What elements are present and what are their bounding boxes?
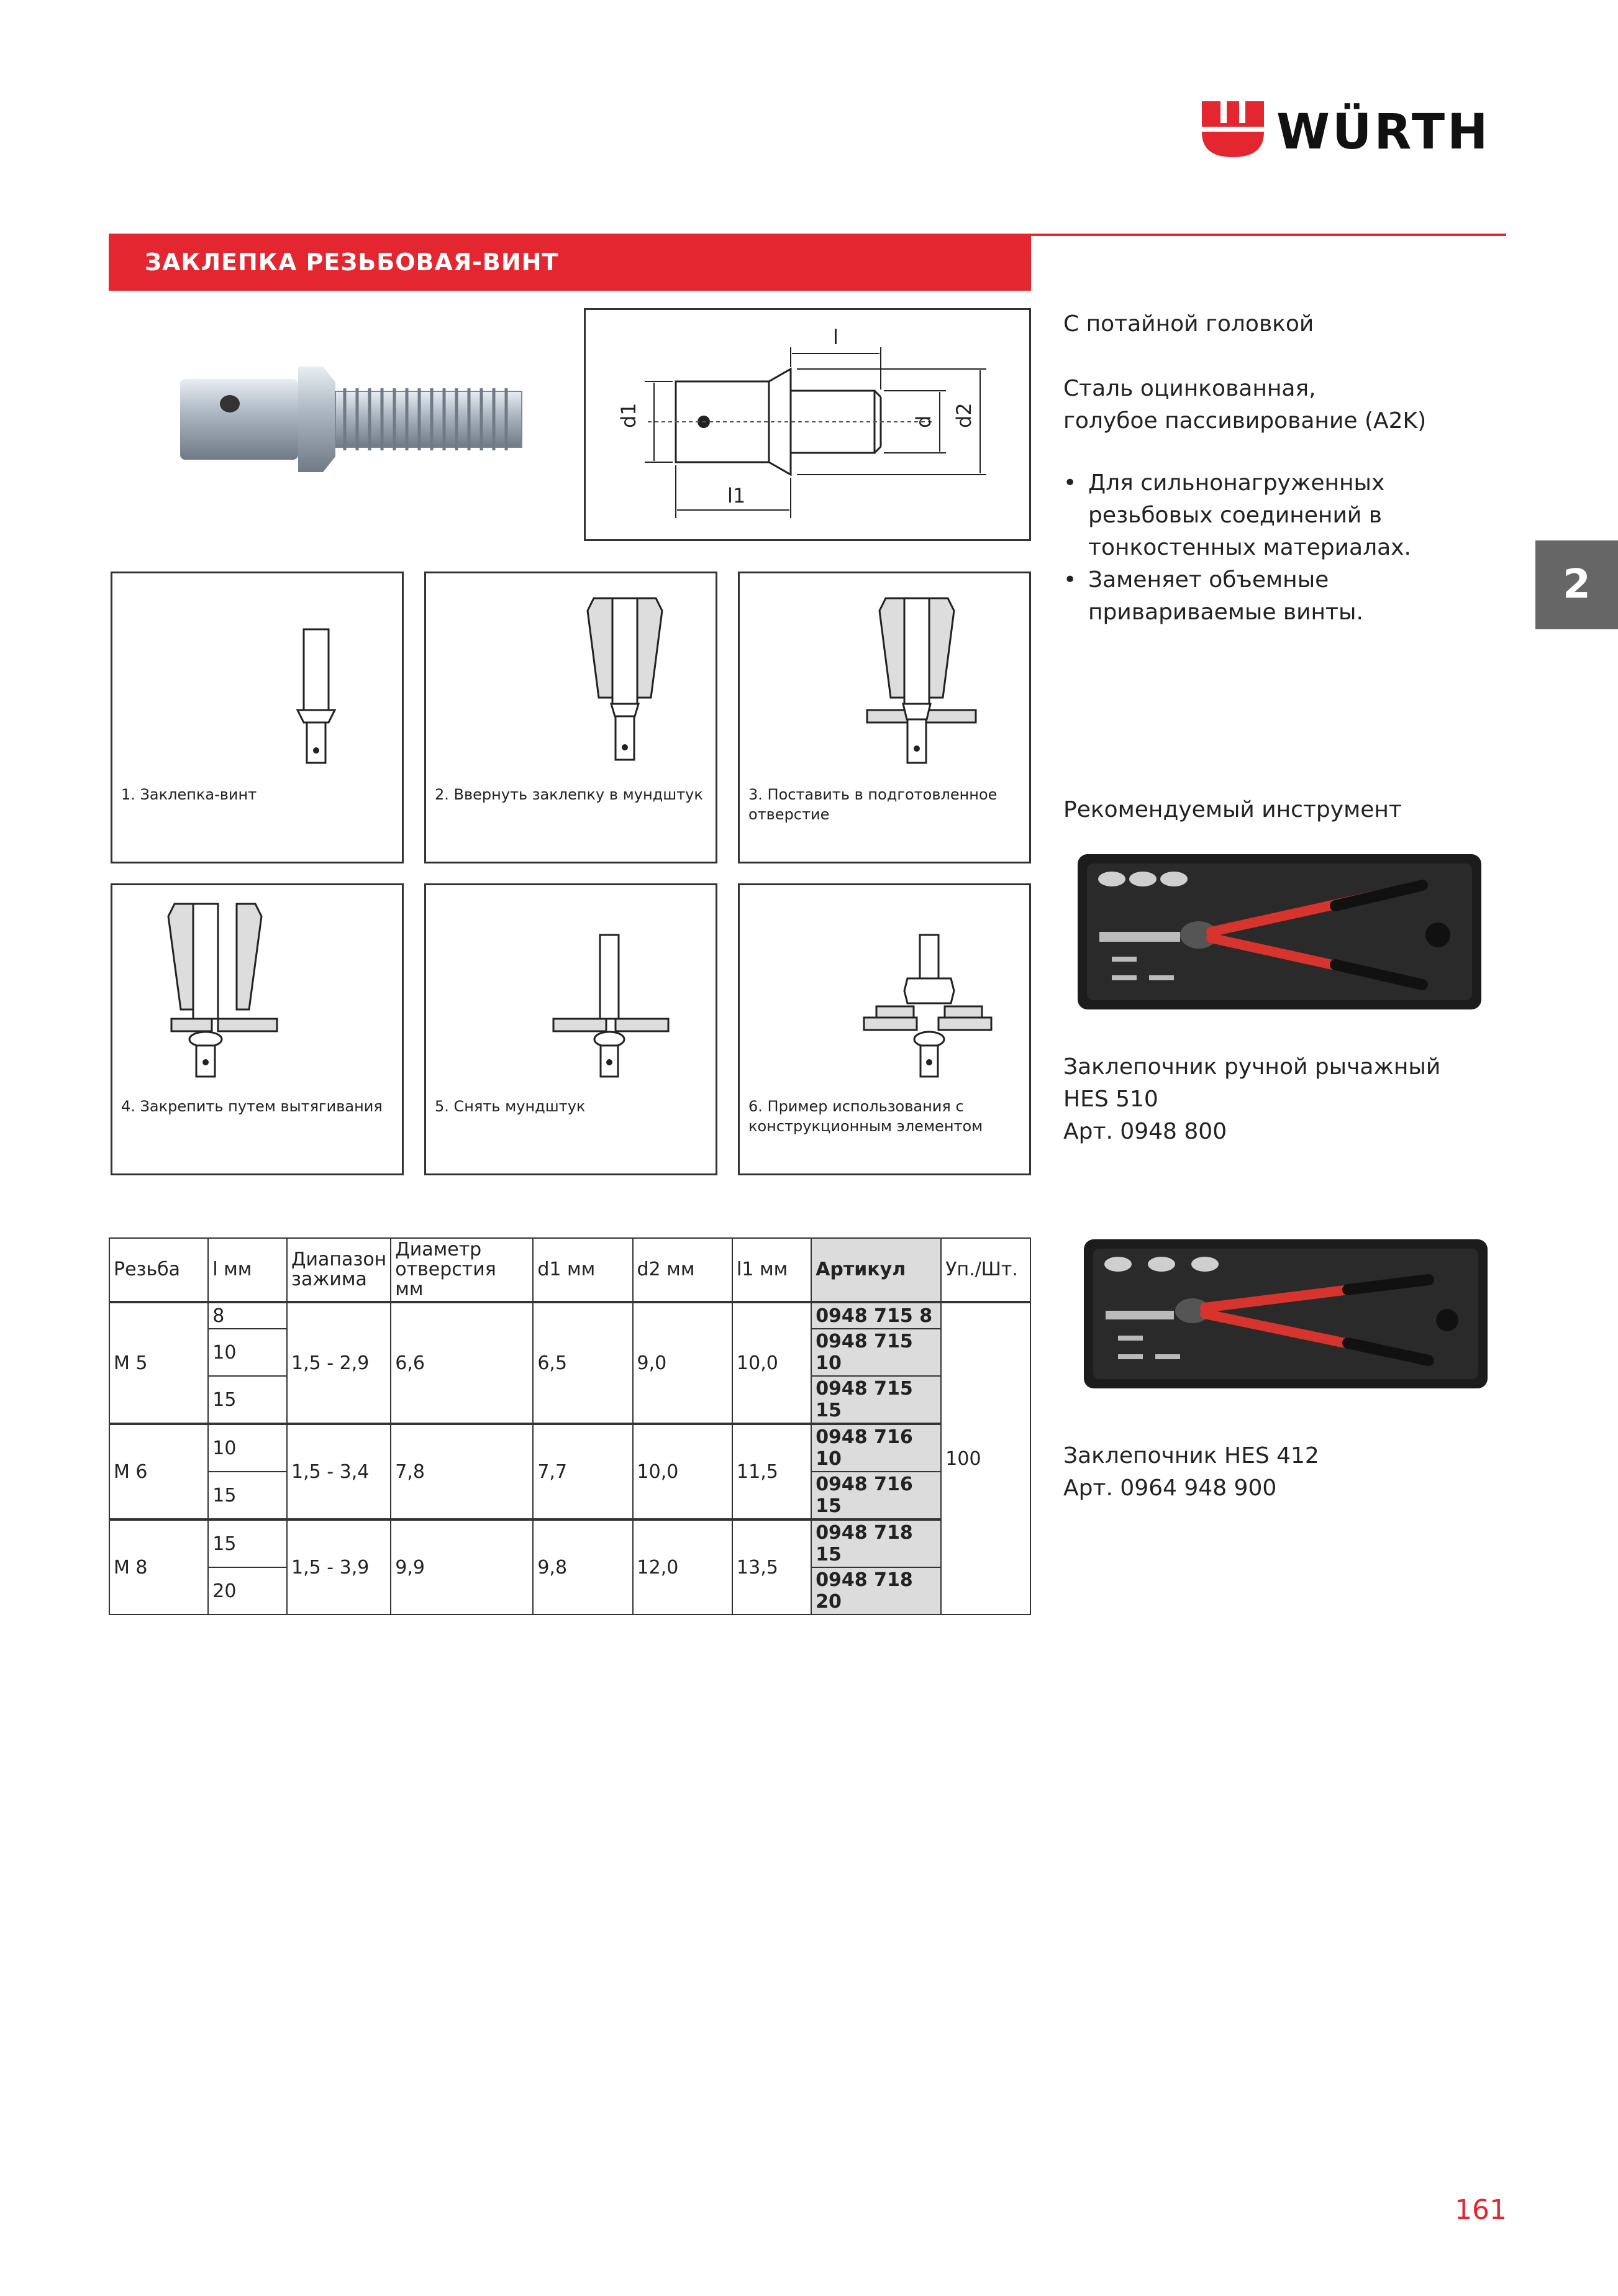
tool-hes412-photo	[1081, 1236, 1491, 1404]
step-1-panel	[111, 572, 404, 863]
col-header: d2 мм	[633, 1238, 733, 1302]
tool-hes510-photo	[1075, 851, 1484, 1019]
step-4-caption: 4. Закрепить путем вытягивания	[121, 1098, 383, 1115]
l1-cell: 11,5	[732, 1424, 811, 1519]
dim-label-l: l	[833, 326, 839, 349]
header-rule	[1031, 234, 1506, 236]
d2-cell: 12,0	[633, 1519, 733, 1615]
step-5-panel	[424, 883, 717, 1175]
col-header: l1 мм	[732, 1238, 811, 1302]
col-header: Резьба	[109, 1238, 208, 1302]
hole-cell: 6,6	[391, 1302, 533, 1424]
article-cell: 0948 715 15	[811, 1376, 941, 1424]
table-header-row	[109, 1238, 1030, 1302]
col-header: Артикул	[811, 1238, 941, 1302]
d1-cell: 7,7	[533, 1424, 632, 1519]
feature-item: • Для сильнонагруженных резьбовых соединений в тонкостенных материалах.	[1063, 467, 1498, 564]
length-cell: 15	[208, 1519, 287, 1567]
material-line-2: голубое пассивирование (A2K)	[1063, 408, 1427, 434]
grip-cell: 1,5 - 2,9	[287, 1302, 391, 1424]
hole-cell: 9,9	[391, 1519, 533, 1615]
chapter-tab: 2	[1535, 540, 1618, 629]
col-header: Уп./Шт.	[941, 1238, 1030, 1302]
article-cell: 0948 715 10	[811, 1329, 941, 1376]
col-header: l мм	[208, 1238, 287, 1302]
length-cell: 20	[208, 1567, 287, 1615]
length-cell: 8	[208, 1302, 287, 1329]
length-cell: 15	[208, 1472, 287, 1519]
step-3-panel	[738, 572, 1031, 863]
tool1-name-line1: Заклепочник ручной рычажный	[1063, 1054, 1441, 1080]
article-cell: 0948 716 15	[811, 1472, 941, 1519]
col-header: Диаметр отверстия мм	[391, 1238, 533, 1302]
hole-cell: 7,8	[391, 1424, 533, 1519]
dimension-drawing	[584, 308, 1031, 541]
page-number: 161	[1455, 2194, 1507, 2226]
thread-cell: M 5	[109, 1302, 208, 1424]
step-6-panel	[738, 883, 1031, 1175]
spec-table	[109, 1237, 1031, 1615]
tool2-article: Арт. 0964 948 900	[1063, 1475, 1277, 1501]
article-cell: 0948 718 20	[811, 1567, 941, 1615]
wurth-logo-mark	[1199, 98, 1267, 160]
wurth-logo	[1199, 98, 1509, 160]
feature-list	[1063, 467, 1498, 629]
thread-cell: M 6	[109, 1424, 208, 1519]
step-2-panel	[424, 572, 717, 863]
grip-cell: 1,5 - 3,9	[287, 1519, 391, 1615]
dim-label-d: d	[912, 415, 935, 428]
col-header: Диапазон зажима	[287, 1238, 391, 1302]
grip-cell: 1,5 - 3,4	[287, 1424, 391, 1519]
wurth-logo-text: WÜRTH	[1276, 104, 1491, 160]
article-cell: 0948 718 15	[811, 1519, 941, 1567]
material-line-1: Сталь оцинкованная,	[1063, 376, 1316, 401]
thread-cell: M 8	[109, 1519, 208, 1615]
dim-label-d1: d1	[617, 403, 640, 428]
feature-item: • Заменяет объемные привариваемые винты.	[1063, 564, 1498, 629]
length-cell: 15	[208, 1376, 287, 1424]
step-3-caption: 3. Поставить в подготовленное отверстие	[748, 786, 998, 823]
table-row	[109, 1302, 1030, 1329]
table-row	[109, 1519, 1030, 1567]
recommended-title: Рекомендуемый инструмент	[1063, 797, 1402, 822]
product-photo	[155, 323, 553, 509]
length-cell: 10	[208, 1329, 287, 1376]
section-title: ЗАКЛЕПКА РЕЗЬБОВАЯ-ВИНТ	[145, 248, 559, 276]
dim-label-d2: d2	[952, 403, 976, 428]
dim-label-l1: l1	[727, 484, 746, 508]
d2-cell: 10,0	[633, 1424, 733, 1519]
article-cell: 0948 715 8	[811, 1302, 941, 1329]
step-1-caption: 1. Заклепка-винт	[121, 786, 257, 803]
l1-cell: 13,5	[732, 1519, 811, 1615]
step-4-panel	[111, 883, 404, 1175]
step-2-caption: 2. Ввернуть заклепку в мундштук	[435, 786, 703, 803]
col-header: d1 мм	[533, 1238, 632, 1302]
tool2-name: Заклепочник HES 412	[1063, 1443, 1319, 1469]
tool1-name-line2: HES 510	[1063, 1086, 1158, 1112]
article-cell: 0948 716 10	[811, 1424, 941, 1472]
table-row	[109, 1424, 1030, 1472]
head-type-text: С потайной головкой	[1063, 311, 1314, 337]
l1-cell: 10,0	[732, 1302, 811, 1424]
length-cell: 10	[208, 1424, 287, 1472]
section-header	[109, 234, 1031, 291]
step-6-caption: 6. Пример использования с конструкционным элементом	[748, 1098, 983, 1135]
step-5-caption: 5. Снять мундштук	[435, 1098, 586, 1115]
d1-cell: 9,8	[533, 1519, 632, 1615]
d1-cell: 6,5	[533, 1302, 632, 1424]
d2-cell: 9,0	[633, 1302, 733, 1424]
tool1-article: Арт. 0948 800	[1063, 1119, 1227, 1144]
pack-cell: 100	[941, 1302, 1030, 1615]
